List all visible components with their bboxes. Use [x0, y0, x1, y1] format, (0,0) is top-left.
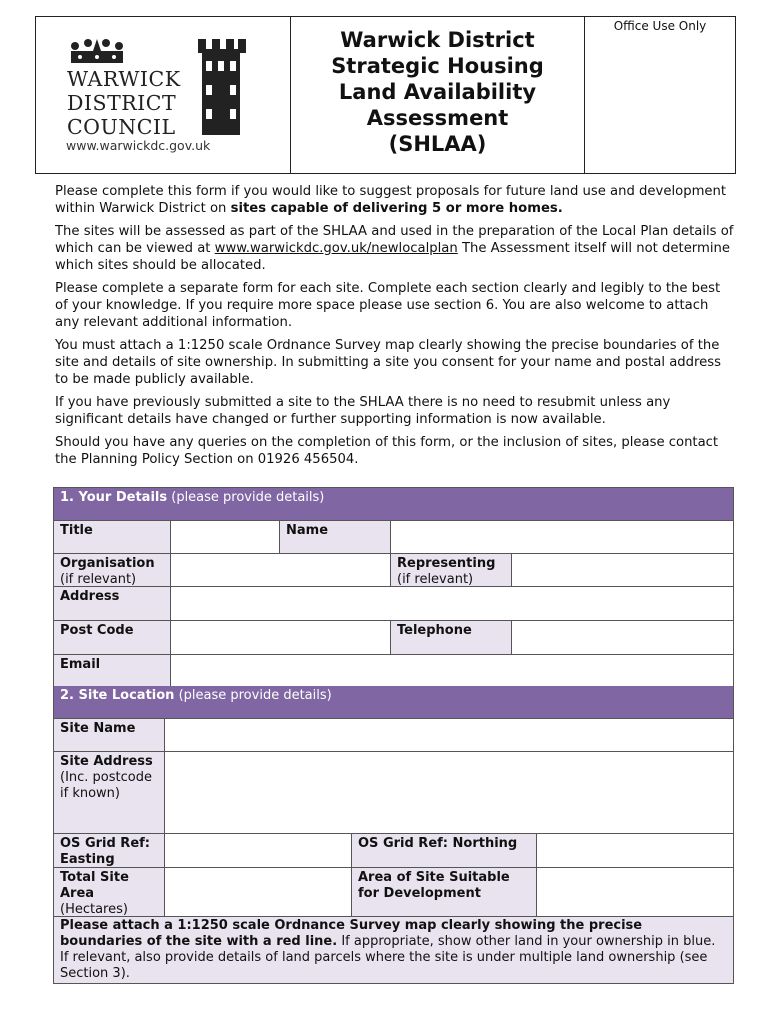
- title-line-4: Assessment: [366, 106, 509, 130]
- intro-paragraph-2: The sites will be assessed as part of the SHLAA and used in the preparation of the Local Plan details of which can be viewed at www.warwickdc.gov.uk/newlocalplan The Assessment itself will not determine which sites should be allocated.: [55, 224, 734, 273]
- section-1-heading: 1. Your Details (please provide details): [54, 488, 733, 521]
- postcode-label: Post Code: [54, 621, 171, 654]
- site-address-label: Site Address (Inc. postcode if known): [54, 752, 165, 833]
- title-label: Title: [54, 521, 171, 553]
- form-header: [35, 16, 736, 174]
- organisation-field[interactable]: [171, 554, 391, 586]
- intro-paragraph-4: You must attach a 1:1250 scale Ordnance Survey map clearly showing the precise boundaries of the site and details of site ownership. In submitting a site you consent for your name and postal address to be made publicly available.: [55, 338, 722, 387]
- name-field[interactable]: [391, 521, 733, 553]
- map-instructions: Please attach a 1:1250 scale Ordnance Survey map clearly showing the precise boundaries of the site with a red line. If appropriate, show other land in your ownership in blue. If relevant, also provide details of land parcels where the site is under multiple land ownership (see Section 3).: [54, 917, 733, 983]
- site-address-field[interactable]: [165, 752, 733, 833]
- suitable-area-field[interactable]: [537, 868, 733, 916]
- section-2-heading: 2. Site Location (please provide details): [54, 686, 733, 719]
- section-site-location: [53, 686, 734, 984]
- site-name-label: Site Name: [54, 719, 165, 751]
- logo-line-3: COUNCIL: [67, 115, 176, 139]
- council-logo: [36, 17, 291, 173]
- logo-wordmark: [67, 67, 181, 139]
- telephone-label: Telephone: [391, 621, 512, 654]
- crown-icon: [69, 37, 125, 65]
- suitable-area-label: Area of Site Suitable for Development: [352, 868, 537, 916]
- address-label: Address: [54, 587, 171, 620]
- title-line-2: Strategic Housing: [331, 54, 544, 78]
- title-line-5: (SHLAA): [388, 132, 487, 156]
- email-field[interactable]: [171, 655, 733, 687]
- title-line-1: Warwick District: [340, 28, 535, 52]
- name-label: Name: [280, 521, 391, 553]
- logo-line-1: WARWICK: [67, 67, 181, 91]
- total-area-label: Total Site Area (Hectares): [54, 868, 165, 916]
- form-title: [291, 17, 585, 173]
- title-field[interactable]: [171, 521, 280, 553]
- intro-paragraph-3: Please complete a separate form for each site. Complete each section clearly and legibly to the best of your knowledge. If you require more space please use section 6. You are also welcome to attach any relevant additional information.: [55, 281, 721, 330]
- postcode-field[interactable]: [171, 621, 391, 654]
- easting-field[interactable]: [165, 834, 352, 867]
- easting-label: OS Grid Ref: Easting: [54, 834, 165, 867]
- section-your-details: [53, 487, 734, 688]
- office-use-box[interactable]: [585, 17, 735, 173]
- telephone-field[interactable]: [512, 621, 733, 654]
- logo-url: www.warwickdc.gov.uk: [66, 138, 211, 153]
- castle-tower-icon: [194, 35, 248, 135]
- intro-paragraph-5: If you have previously submitted a site to the SHLAA there is no need to resubmit unless any significant details have changed or further supporting information is now available.: [55, 395, 671, 427]
- logo-line-2: DISTRICT: [67, 91, 177, 115]
- northing-field[interactable]: [537, 834, 733, 867]
- total-area-field[interactable]: [165, 868, 352, 916]
- organisation-label: Organisation (if relevant): [54, 554, 171, 586]
- site-name-field[interactable]: [165, 719, 733, 751]
- northing-label: OS Grid Ref: Northing: [352, 834, 537, 867]
- office-use-label: Office Use Only: [613, 19, 707, 33]
- intro-paragraph-1: Please complete this form if you would like to suggest proposals for future land use and development within Warwick District on sites capable of delivering 5 or more homes.: [55, 184, 727, 216]
- title-line-3: Land Availability: [338, 80, 537, 104]
- intro-paragraph-6: Should you have any queries on the completion of this form, or the inclusion of sites, please contact the Planning Policy Section on 01926 456504.: [55, 435, 719, 467]
- intro-text: [55, 183, 735, 474]
- address-field[interactable]: [171, 587, 733, 620]
- representing-field[interactable]: [512, 554, 733, 586]
- email-label: Email: [54, 655, 171, 687]
- local-plan-link[interactable]: www.warwickdc.gov.uk/newlocalplan: [214, 241, 458, 256]
- representing-label: Representing (if relevant): [391, 554, 512, 586]
